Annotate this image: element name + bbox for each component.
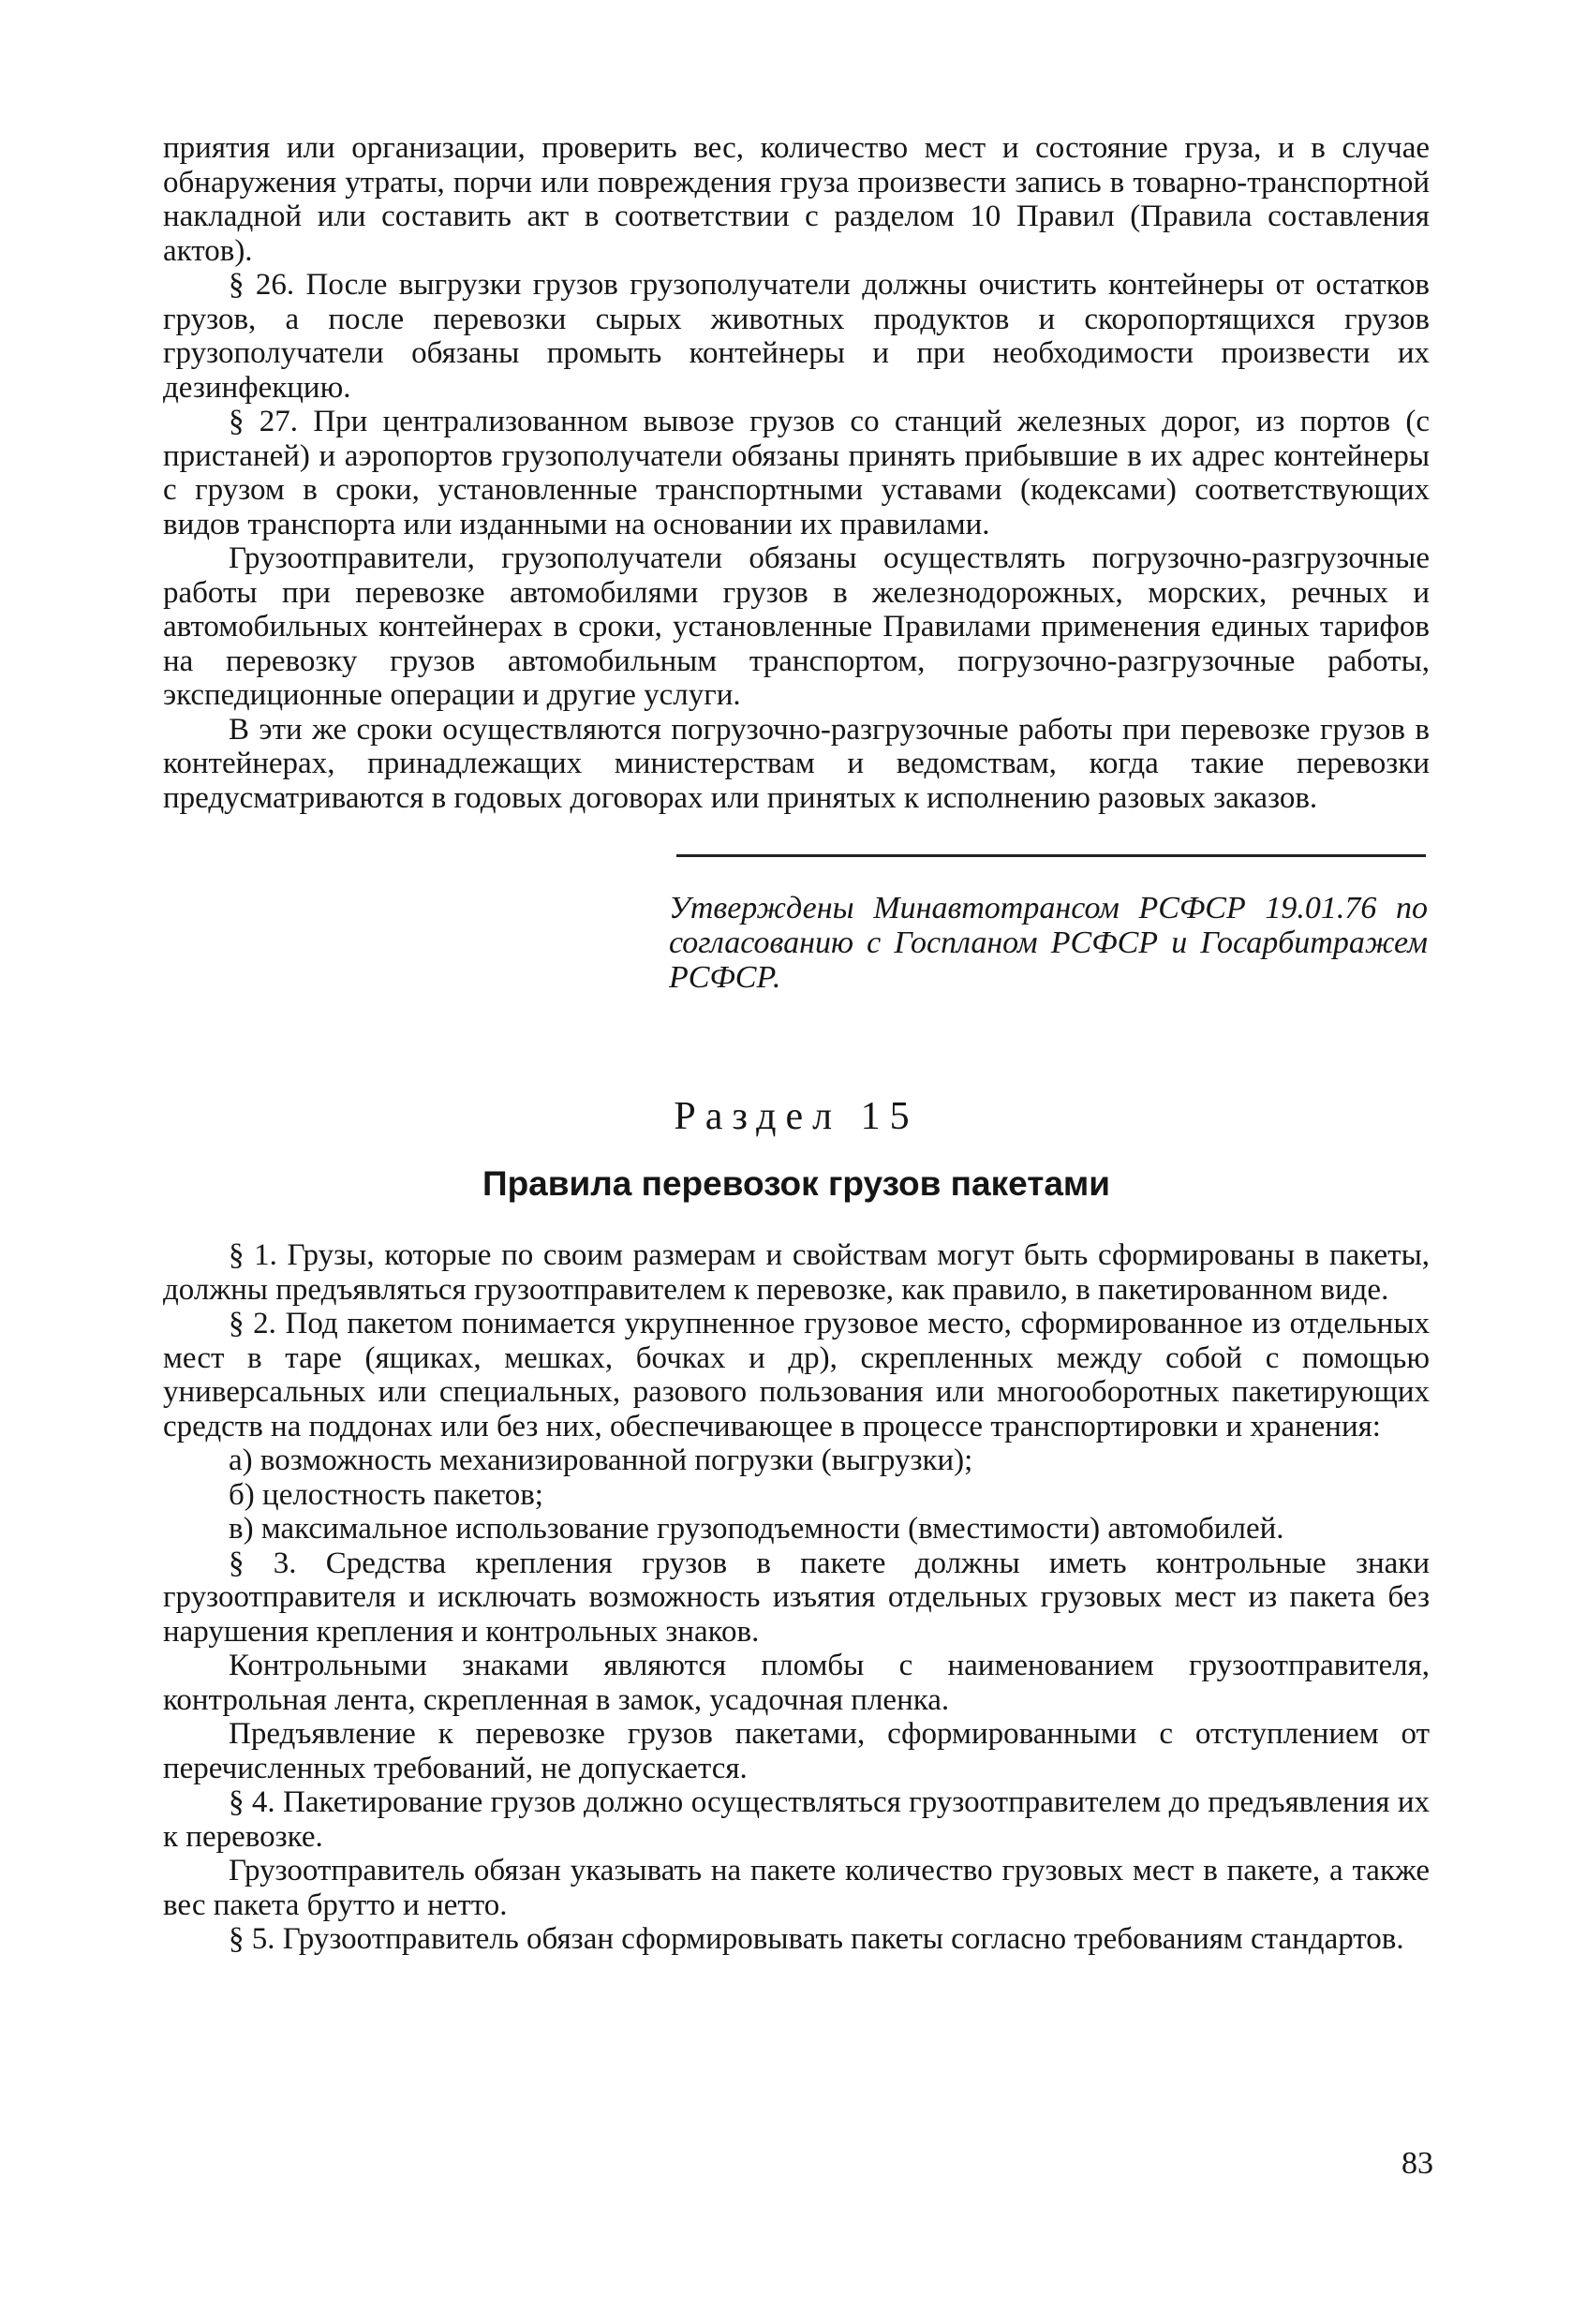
divider-line [676, 854, 1426, 857]
paragraph-section-3: § 3. Средства крепления грузов в пакете должны иметь контрольные знаки грузоотправителя и исключать возможность изъятия отдельных грузовых мест из пакета без нарушения крепления и контрольных знаков. [163, 1546, 1430, 1649]
approval-note: Утверждены Минавтотрансом РСФСР 19.01.76 по согласованию с Госпланом РСФСР и Госарбитражем РСФСР. [669, 891, 1428, 995]
paragraph-same-terms: В эти же сроки осуществляются погрузочно-разгрузочные работы при перевозке грузов в контейнерах, принадлежащих министерствам и ведомствам, когда такие перевозки предусматриваются в годовых договорах или принятых к исполнению разовых заказов. [163, 712, 1430, 815]
list-item-a: а) возможность механизированной погрузки (выгрузки); [229, 1443, 973, 1477]
list-item-b: б) целостность пакетов; [229, 1477, 543, 1512]
paragraph-not-allowed: Предъявление к перевозке грузов пакетами, сформированными с отступлением от перечисленных требований, не допускается. [163, 1717, 1430, 1785]
paragraph-package-weight: Грузоотправитель обязан указывать на пакете количество грузовых мест в пакете, а также вес пакета брутто и нетто. [163, 1854, 1430, 1922]
paragraph-section-5: § 5. Грузоотправитель обязан сформировывать пакеты согласно требованиям стандартов. [229, 1922, 1404, 1956]
document-page [163, 131, 1430, 1957]
paragraph-control-marks: Контрольными знаками являются пломбы с наименованием грузоотправителя, контрольная лента, скрепленная в замок, усадочная пленка. [163, 1649, 1430, 1717]
section-heading: Раздел 15 [674, 1095, 919, 1138]
paragraph-section-2: § 2. Под пакетом понимается укрупненное грузовое место, сформированное из отдельных мест в таре (ящиках, мешках, бочках и др), скрепленных между собой с помощью универсальных или специальных, разового пользования или многооборотных пакетирующих средств на поддонах или без них, обеспечивающее в процессе транспортировки и хранения: [163, 1307, 1430, 1443]
paragraph-section-4: § 4. Пакетирование грузов должно осуществляться грузоотправителем до предъявления их к перевозке. [163, 1785, 1430, 1854]
list-item-c: в) максимальное использование грузоподъемности (вместимости) автомобилей. [229, 1512, 1284, 1546]
paragraph-section-1: § 1. Грузы, которые по своим размерам и свойствам могут быть сформированы в пакеты, должны предъявляться грузоотправителем к перевозке, как правило, в пакетированном виде. [163, 1238, 1430, 1307]
paragraph-section-27: § 27. При централизованном вывозе грузов со станций железных дорог, из портов (с пристаней) и аэропортов грузополучатели обязаны принять прибывшие в их адрес контейнеры с грузом в сроки, установленные транспортными уставами (кодексами) соответствующих видов транспорта или изданными на основании их правилами. [163, 405, 1430, 541]
section-title: Правила перевозок грузов пакетами [482, 1164, 1111, 1203]
paragraph-continuation: приятия или организации, проверить вес, количество мест и состояние груза, и в случае обнаружения утраты, порчи или повреждения груза произвести запись в товарно-транспортной накладной или составить акт в соответствии с разделом 10 Правил (Правила составления актов). [163, 131, 1430, 268]
paragraph-shippers-obligations: Грузоотправители, грузополучатели обязаны осуществлять погрузочно-разгрузочные работы при перевозке автомобилями грузов в железнодорожных, морских, речных и автомобильных контейнерах в сроки, установленные Правилами применения единых тарифов на перевозку грузов автомобильным транспортом, погрузочно-разгрузочные работы, экспедиционные операции и другие услуги. [163, 541, 1430, 712]
page-number: 83 [1401, 2146, 1433, 2181]
paragraph-section-26: § 26. После выгрузки грузов грузополучатели должны очистить контейнеры от остатков грузов, а после перевозки сырых животных продуктов и скоропортящихся грузов грузополучатели обязаны промыть контейнеры и при необходимости произвести их дезинфекцию. [163, 268, 1430, 405]
